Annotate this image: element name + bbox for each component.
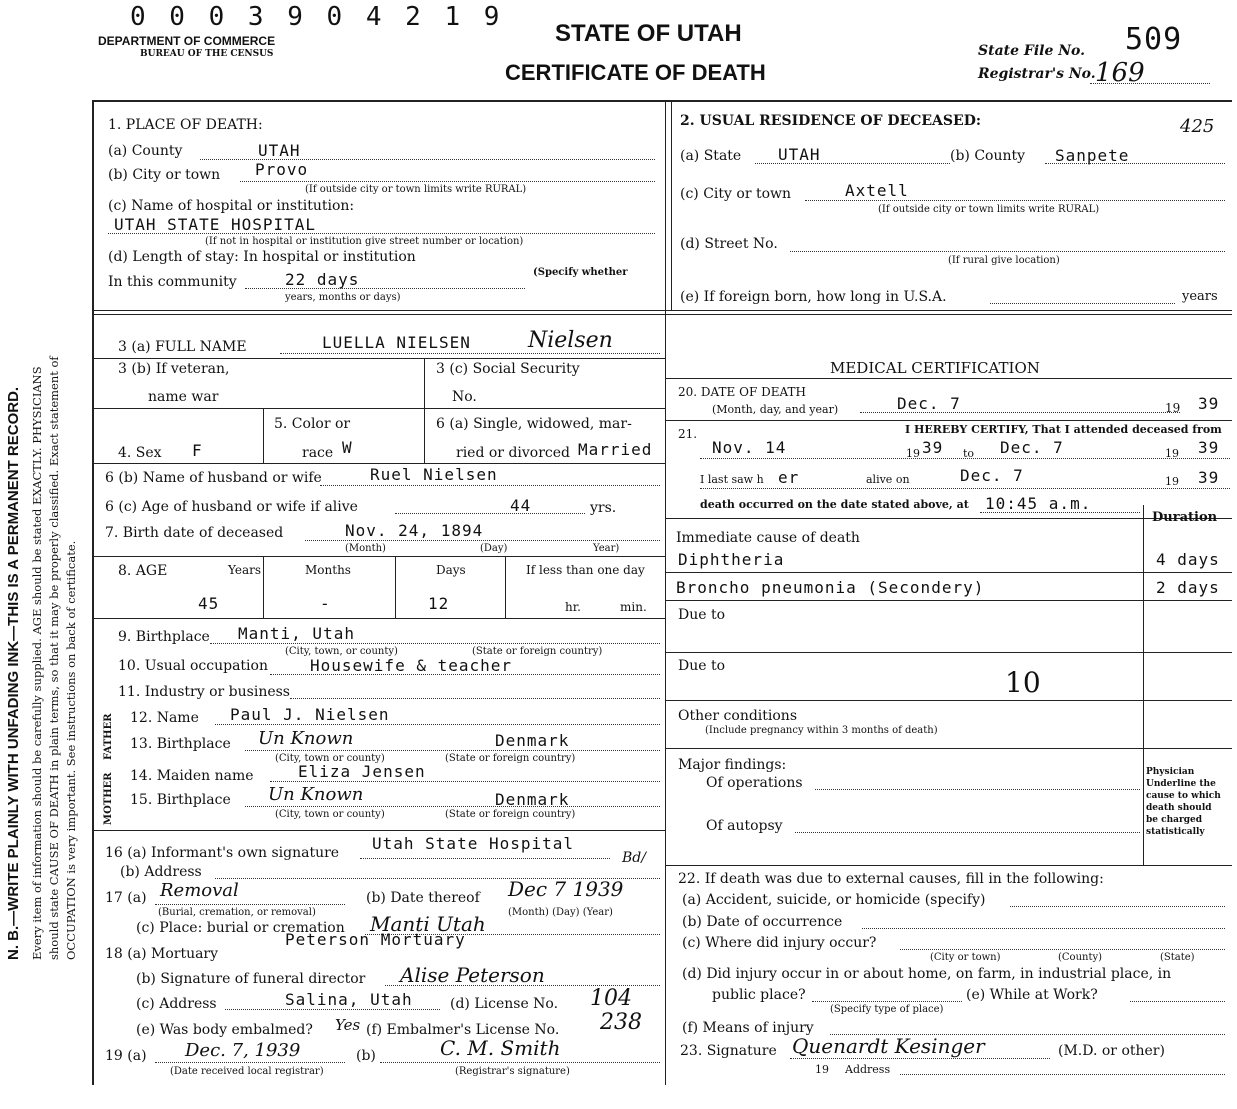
- physician-sig: Quenardt Kesinger: [792, 1034, 985, 1058]
- external-c: (c) Where did injury occur?: [682, 935, 877, 951]
- mother-bp: Un Known: [268, 784, 364, 805]
- dod-note: (Month, day, and year): [712, 403, 839, 416]
- ss-no-label: No.: [452, 389, 477, 405]
- age-label: 8. AGE: [118, 563, 168, 579]
- residence-title: 2. USUAL RESIDENCE OF DECEASED:: [680, 113, 982, 129]
- stay-label: (d) Length of stay: In hospital or institution: [108, 249, 416, 265]
- informant-addr-label: (b) Address: [120, 864, 202, 880]
- major-label: Major findings:: [678, 757, 787, 773]
- other-label: Other conditions: [678, 708, 798, 724]
- external-d2: public place?: [712, 987, 806, 1003]
- autopsy-label: Of autopsy: [706, 818, 783, 834]
- embalmed: Yes: [335, 1016, 361, 1034]
- burial-a-note: (Burial, cremation, or removal): [158, 907, 316, 918]
- registrar-no: 169: [1095, 58, 1145, 88]
- birthplace-state-note: (State or foreign country): [472, 646, 603, 657]
- marital-value: Married: [578, 440, 653, 459]
- reg-sig: C. M. Smith: [440, 1036, 561, 1060]
- age-days: 12: [428, 594, 450, 613]
- side-note-2: Every item of information should be carefully supplied. AGE should be stated EXACTLY. PHYSICIANS: [30, 366, 44, 960]
- marital-label2: ried or divorced: [456, 445, 570, 461]
- birth-month-note: (Month): [345, 543, 386, 554]
- dod: Dec. 7: [897, 394, 961, 413]
- last-saw-label: I last saw h: [700, 473, 764, 486]
- attend-to-label: to: [963, 447, 975, 460]
- state-file-label: State File No.: [978, 43, 1086, 59]
- alive-year: 39: [1198, 468, 1220, 487]
- burial-date: Dec 7 1939: [508, 877, 624, 901]
- burial-a-label: 17 (a): [105, 890, 147, 906]
- dur1: 4 days: [1156, 550, 1220, 569]
- mother-state-note: (State or foreign country): [445, 809, 576, 820]
- dod-year: 39: [1198, 394, 1220, 413]
- war-label: name war: [148, 389, 219, 405]
- birthplace-label: 9. Birthplace: [118, 629, 210, 645]
- md-label: (M.D. or other): [1058, 1043, 1165, 1059]
- age-months-label: Months: [305, 563, 351, 577]
- res-county-label: (b) County: [950, 148, 1026, 164]
- side-note-3: should state CAUSE OF DEATH in plain terms, so that it may be properly classified. Exact statement of: [47, 356, 61, 960]
- dur2: 2 days: [1156, 578, 1220, 597]
- yrs-label: yrs.: [590, 500, 617, 516]
- external-f: (f) Means of injury: [682, 1020, 814, 1036]
- external-b: (b) Date of occurrence: [682, 914, 843, 930]
- license: 104: [590, 986, 632, 1011]
- mother-country: Denmark: [495, 790, 570, 809]
- birth-label: 7. Birth date of deceased: [105, 525, 284, 541]
- bureau-label: BUREAU OF THE CENSUS: [140, 49, 274, 59]
- ss-label: 3 (c) Social Security: [436, 361, 580, 377]
- age-lt-day-label: If less than one day: [526, 563, 645, 577]
- res-county: Sanpete: [1055, 146, 1130, 165]
- age-hr: hr.: [565, 600, 581, 614]
- death-city-label: (b) City or town: [108, 167, 221, 183]
- signature-label: 23. Signature: [680, 1043, 777, 1059]
- mortuary: Peterson Mortuary: [285, 930, 466, 949]
- occupation: Housewife & teacher: [310, 656, 513, 675]
- external-c-county: (County): [1058, 952, 1103, 963]
- community-stay: 22 days: [285, 270, 360, 289]
- sig-address: Address: [845, 1063, 891, 1076]
- dept-label: DEPARTMENT OF COMMERCE: [98, 34, 276, 48]
- emb-license: 238: [600, 1010, 642, 1035]
- specify-note: (Specify whether: [533, 267, 628, 278]
- res-state: UTAH: [778, 145, 821, 164]
- duration-label: Duration: [1152, 510, 1218, 525]
- sig-yr: 19: [815, 1063, 829, 1076]
- age-years: 45: [198, 594, 220, 613]
- attend-to: Dec. 7: [1000, 438, 1064, 457]
- registrar-label: Registrar's No.: [978, 66, 1096, 82]
- father-bp: Un Known: [258, 728, 354, 749]
- fd-addr: Salina, Utah: [285, 990, 413, 1009]
- license-label: (d) License No.: [450, 996, 559, 1012]
- father-side-label: FATHER: [103, 713, 114, 760]
- mother-side-label: MOTHER: [103, 772, 114, 825]
- external-e: (e) While at Work?: [966, 987, 1098, 1003]
- attend-yr2: 19: [1165, 447, 1179, 460]
- birth-year-note: Year): [593, 543, 620, 554]
- birth-date: Nov. 24, 1894: [345, 521, 484, 540]
- attend-yr1: 19: [906, 447, 920, 460]
- dod-year-prefix: 19: [1165, 401, 1181, 415]
- due-to-2: Due to: [678, 658, 726, 674]
- reg-sig-label: (b): [356, 1048, 376, 1064]
- spouse-age: 44: [510, 496, 532, 515]
- cause2: Broncho pneumonia (Secondery): [676, 578, 985, 597]
- burial-mdy-note: (Month) (Day) (Year): [508, 907, 613, 918]
- dod-label: 20. DATE OF DEATH: [678, 385, 806, 399]
- mother-name-label: 14. Maiden name: [130, 768, 254, 784]
- res-foreign-label: (e) If foreign born, how long in U.S.A.: [680, 289, 947, 305]
- mother-city-note: (City, town or county): [275, 809, 385, 820]
- alive-yr: 19: [1165, 475, 1179, 488]
- alive-on-label: alive on: [866, 473, 910, 486]
- external-c-city: (City or town): [930, 952, 1001, 963]
- hospital-label: (c) Name of hospital or institution:: [108, 198, 355, 214]
- sex-value: F: [192, 441, 203, 460]
- hospital-note: (If not in hospital or institution give street number or location): [205, 236, 524, 247]
- color-label: 5. Color or: [274, 416, 351, 432]
- age-years-label: Years: [228, 563, 262, 577]
- birthplace-note: (City, town, or county): [285, 646, 398, 657]
- father-name: Paul J. Nielsen: [230, 705, 390, 724]
- full-name: LUELLA NIELSEN: [322, 333, 471, 352]
- medical-title: MEDICAL CERTIFICATION: [830, 359, 1040, 377]
- other-note: (Include pregnancy within 3 months of death): [705, 725, 938, 736]
- external-d-note: (Specify type of place): [830, 1004, 944, 1015]
- immediate-label: Immediate cause of death: [676, 530, 860, 546]
- death-time: 10:45 a.m.: [985, 494, 1092, 513]
- father-country: Denmark: [495, 731, 570, 750]
- res-city-label: (c) City or town: [680, 186, 792, 202]
- industry-label: 11. Industry or business: [118, 684, 290, 700]
- occupation-label: 10. Usual occupation: [118, 658, 268, 674]
- attend-from: Nov. 14: [712, 438, 787, 457]
- res-street-note: (If rural give location): [948, 255, 1060, 266]
- side-note-1: N. B.—WRITE PLAINLY WITH UNFADING INK—THIS IS A PERMANENT RECORD.: [5, 386, 22, 960]
- race-label: race: [302, 445, 334, 461]
- hospital-name: UTAH STATE HOSPITAL: [114, 215, 317, 234]
- spouse-label: 6 (b) Name of husband or wife: [105, 470, 322, 486]
- attend-to-year: 39: [1198, 438, 1220, 457]
- emb-license-label: (f) Embalmer's License No.: [366, 1022, 560, 1038]
- certify-text: I HEREBY CERTIFY, That I attended deceased from: [905, 423, 1222, 436]
- state-title: STATE OF UTAH: [555, 20, 742, 47]
- birthplace: Manti, Utah: [238, 624, 355, 643]
- father-bp-label: 13. Birthplace: [130, 736, 231, 752]
- director-sig: Alise Peterson: [400, 963, 545, 987]
- last-saw-sex: er: [778, 468, 800, 487]
- father-state-note: (State or foreign country): [445, 753, 576, 764]
- full-name-hand: Nielsen: [528, 328, 613, 353]
- due-to-1: Due to: [678, 607, 726, 623]
- veteran-label: 3 (b) If veteran,: [118, 361, 230, 377]
- res-street-label: (d) Street No.: [680, 236, 778, 252]
- death-county: UTAH: [258, 141, 301, 160]
- informant-sig: Utah State Hospital: [372, 834, 575, 853]
- date-recv-note: (Date received local registrar): [170, 1066, 324, 1077]
- informant-sig-label: 16 (a) Informant's own signature: [105, 845, 340, 861]
- cause1: Diphtheria: [678, 550, 785, 569]
- mother-bp-label: 15. Birthplace: [130, 792, 231, 808]
- age-days-label: Days: [436, 563, 466, 577]
- reg-sig-note: (Registrar's signature): [455, 1066, 570, 1077]
- res-state-label: (a) State: [680, 148, 742, 164]
- fd-addr-label: (c) Address: [136, 996, 217, 1012]
- external-title: 22. If death was due to external causes, fill in the following:: [678, 871, 1104, 887]
- director-label: (b) Signature of funeral director: [136, 971, 366, 987]
- death-city: Provo: [255, 160, 309, 179]
- death-county-label: (a) County: [108, 143, 183, 159]
- date-recv-label: 19 (a): [105, 1048, 147, 1064]
- attend-from-year: 39: [922, 438, 944, 457]
- spouse-name: Ruel Nielsen: [370, 465, 498, 484]
- father-city-note: (City, town or county): [275, 753, 385, 764]
- res-years-label: years: [1182, 289, 1218, 304]
- father-name-label: 12. Name: [130, 710, 199, 726]
- mother-name: Eliza Jensen: [298, 762, 426, 781]
- race-value: W: [342, 438, 353, 457]
- embalmed-label: (e) Was body embalmed?: [136, 1022, 313, 1038]
- burial-place: Manti Utah: [370, 912, 486, 936]
- state-file-no: 509: [1125, 22, 1183, 57]
- item21: 21.: [678, 427, 698, 441]
- cert-title: CERTIFICATE OF DEATH: [505, 60, 766, 85]
- birth-day-note: (Day): [480, 543, 508, 554]
- side-note-4: OCCUPATION is very important. See instructions on back of certificate.: [64, 540, 78, 960]
- serial-number: 0 0 0 3 9 0 4 2 1 9: [130, 2, 504, 32]
- res-city-note: (If outside city or town limits write RURAL): [878, 204, 1100, 215]
- burial-place-label: (c) Place: burial or cremation: [136, 920, 345, 936]
- alive-date: Dec. 7: [960, 466, 1024, 485]
- operations-label: Of operations: [706, 775, 803, 791]
- physician-note: Physician Underline the cause to which death should be charged statistically: [1146, 767, 1221, 837]
- full-name-label: 3 (a) FULL NAME: [118, 339, 247, 355]
- external-a: (a) Accident, suicide, or homicide (specify): [682, 892, 986, 908]
- community-label: In this community: [108, 274, 237, 290]
- death-city-note: (If outside city or town limits write RURAL): [305, 184, 527, 195]
- code10: 10: [1005, 666, 1041, 699]
- sex-label: 4. Sex: [118, 445, 162, 461]
- res-city: Axtell: [845, 181, 909, 200]
- date-recv: Dec. 7, 1939: [185, 1040, 301, 1061]
- residence-code: 425: [1180, 116, 1215, 137]
- occurred-label: death occurred on the date stated above, at: [700, 498, 969, 511]
- place-of-death-title: 1. PLACE OF DEATH:: [108, 117, 263, 133]
- ymd-note: years, months or days): [285, 292, 401, 303]
- burial-a: Removal: [160, 880, 239, 901]
- external-c-state: (State): [1160, 952, 1195, 963]
- age-min: min.: [620, 600, 647, 614]
- informant-sig-suffix: Bd/: [622, 850, 646, 866]
- external-d: (d) Did injury occur in or about home, on farm, in industrial place, in: [682, 966, 1172, 982]
- mortuary-label: 18 (a) Mortuary: [105, 946, 219, 962]
- spouse-age-label: 6 (c) Age of husband or wife if alive: [105, 499, 358, 515]
- burial-date-label: (b) Date thereof: [366, 890, 480, 906]
- age-months: -: [320, 594, 331, 613]
- marital-label: 6 (a) Single, widowed, mar-: [436, 416, 632, 432]
